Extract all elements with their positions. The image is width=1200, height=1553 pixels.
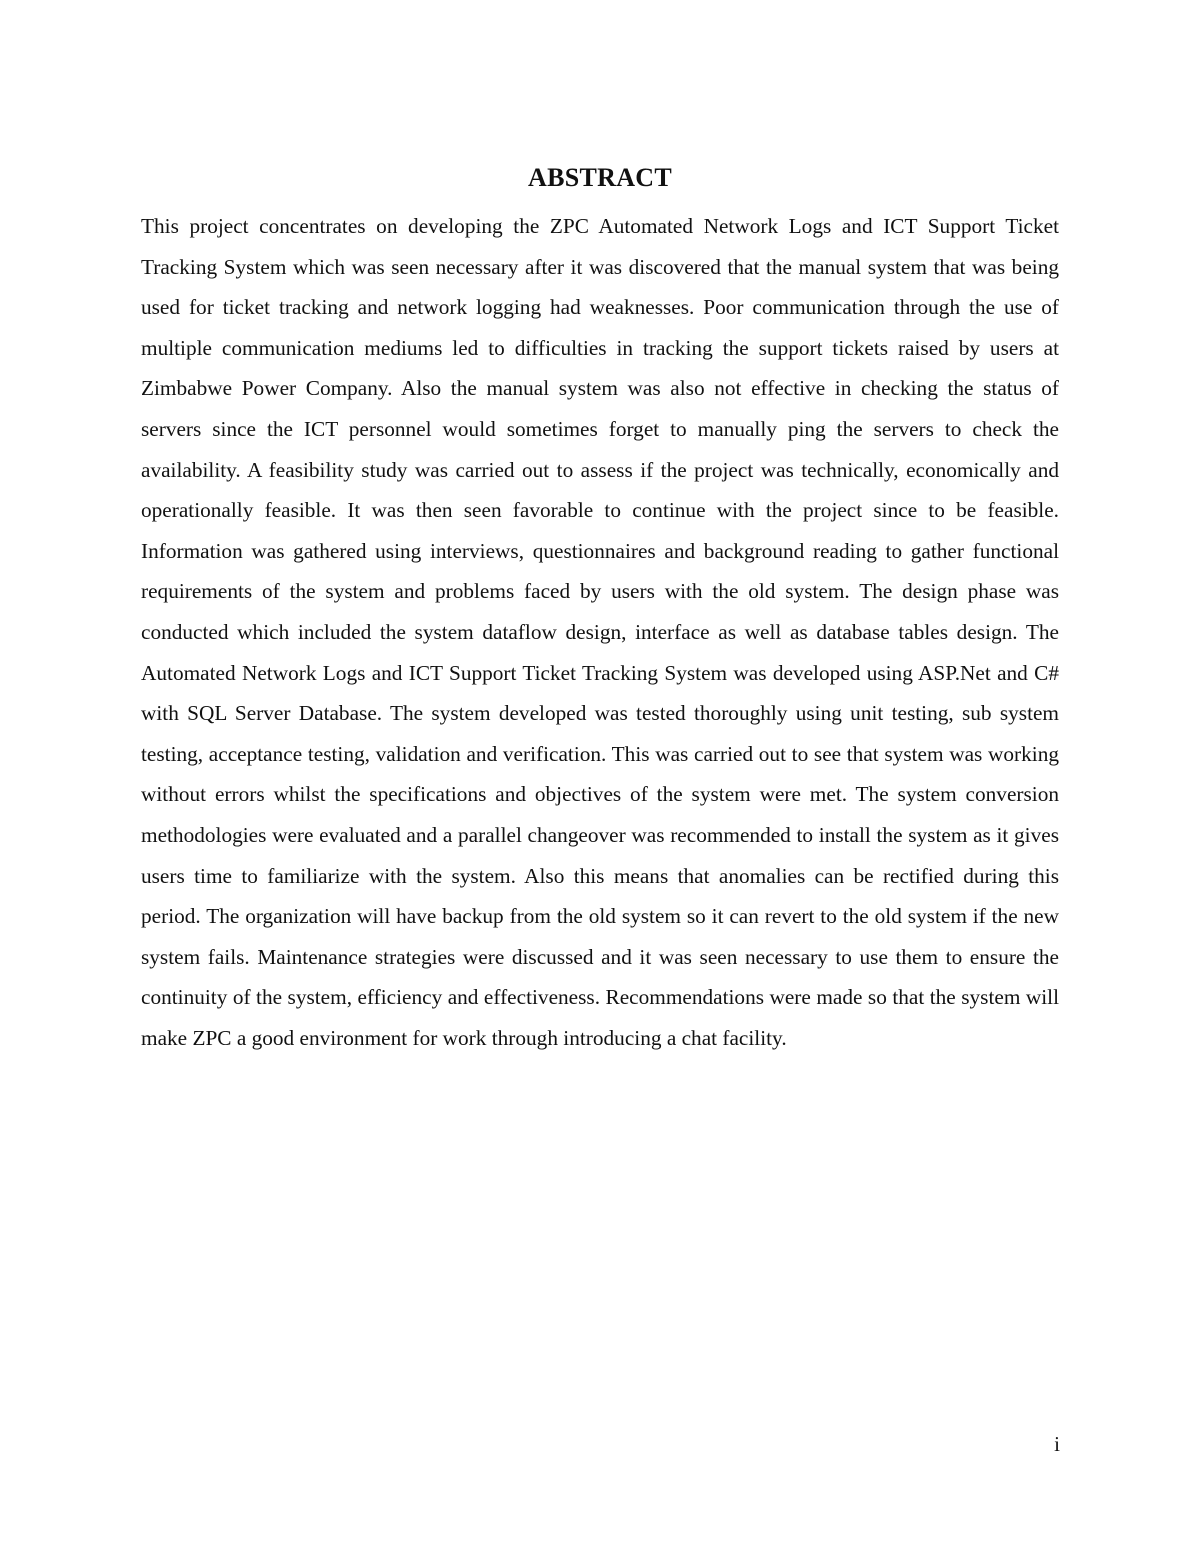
- abstract-paragraph: This project concentrates on developing the ZPC Automated Network Logs and ICT Support Ticket Tracking System which was seen necessary after it was discovered that the manual system that was being used for ticket tracking and network logging had weaknesses. Poor communication through the use of multiple communication mediums led to difficulties in tracking the support tickets raised by users at Zimbabwe Power Company. Also the manual system was also not effective in checking the status of servers since the ICT personnel would sometimes forget to manually ping the servers to check the availability. A feasibility study was carried out to assess if the project was technically, economically and operationally feasible. It was then seen favorable to continue with the project since to be feasible. Information was gathered using interviews, questionnaires and background reading to gather functional requirements of the system and problems faced by users with the old system. The design phase was conducted which included the system dataflow design, interface as well as database tables design. The Automated Network Logs and ICT Support Ticket Tracking System was developed using ASP.Net and C# with SQL Server Database. The system developed was tested thoroughly using unit testing, sub system testing, acceptance testing, validation and verification. This was carried out to see that system was working without errors whilst the specifications and objectives of the system were met. The system conversion methodologies were evaluated and a parallel changeover was recommended to install the system as it gives users time to familiarize with the system. Also this means that anomalies can be rectified during this period. The organization will have backup from the old system so it can revert to the old system if the new system fails. Maintenance strategies were discussed and it was seen necessary to use them to ensure the continuity of the system, efficiency and effectiveness. Recommendations were made so that the system will make ZPC a good environment for work through introducing a chat facility.: [141, 214, 1059, 1050]
- abstract-heading: ABSTRACT: [528, 163, 672, 192]
- page-number: i: [1054, 1432, 1060, 1456]
